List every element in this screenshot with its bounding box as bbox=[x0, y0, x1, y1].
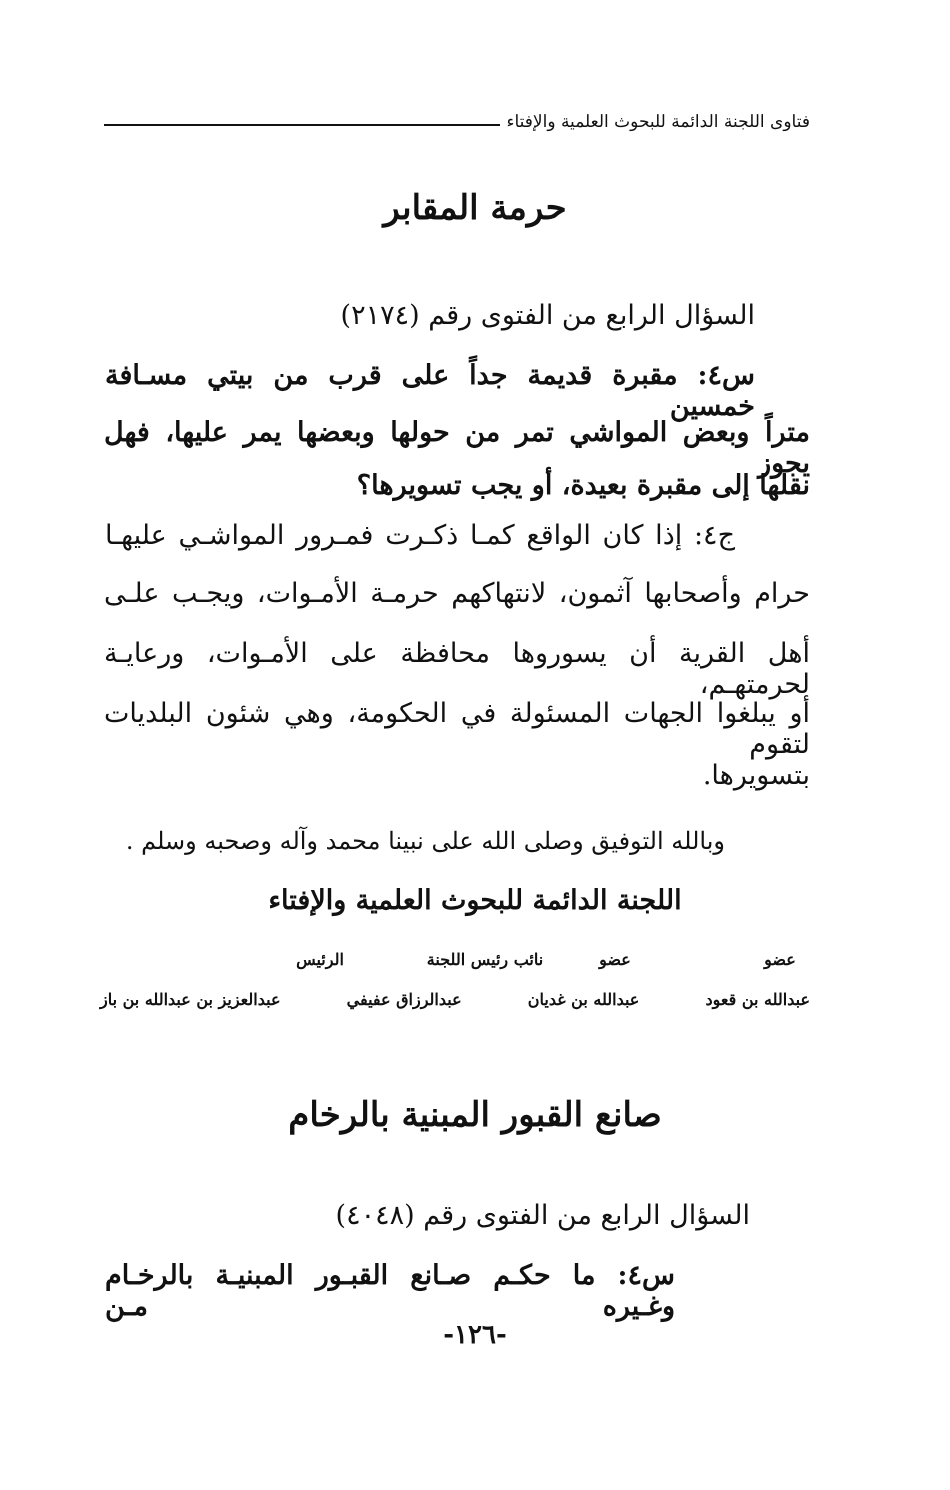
section-title: حرمة المقابر bbox=[383, 188, 567, 228]
question-line: متراً وبعض المواشي تمر من حولها وبعضها يمر عليها، فهل يجوز bbox=[104, 417, 810, 479]
page-number: -١٢٦- bbox=[443, 1320, 507, 1350]
signatory-role: عضو bbox=[764, 950, 796, 969]
running-header bbox=[104, 112, 810, 132]
header-title: فتاوى اللجنة الدائمة للبحوث العلمية والإفتاء bbox=[506, 112, 810, 132]
question-line: نقلها إلى مقبرة بعيدة، أو يجب تسويرها؟ bbox=[356, 470, 810, 501]
answer-line: أو يبلغوا الجهات المسئولة في الحكومة، وهي شئون البلديات لتقوم bbox=[104, 698, 810, 760]
signatory-name: عبدالله بن قعود bbox=[705, 990, 810, 1009]
signatory-name: عبدالله بن غديان bbox=[527, 990, 640, 1009]
signatory-name: عبدالرزاق عفيفي bbox=[346, 990, 462, 1009]
closing-prayer: وبالله التوفيق وصلى الله على نبينا محمد وآله وصحبه وسلم . bbox=[125, 827, 725, 855]
signatory-roles bbox=[100, 950, 810, 969]
question-line: س٤: مقبرة قديمة جداً على قرب من بيتي مسـافة خمسين bbox=[105, 360, 755, 422]
signatory-role: نائب رئيس اللجنة bbox=[426, 950, 544, 969]
answer-line: حرام وأصحابها آثمون، لانتهاكهم حرمـة الأمـوات، ويجـب علـى bbox=[104, 578, 810, 609]
signatory-role: عضو bbox=[599, 950, 631, 969]
header-rule bbox=[104, 124, 500, 126]
answer-line: ج٤: إذا كان الواقع كمـا ذكـرت فمـرور المواشـي عليهـا bbox=[105, 520, 735, 551]
section-title: صانع القبور المبنية بالرخام bbox=[288, 1095, 662, 1135]
answer-line: بتسويرها. bbox=[702, 760, 810, 791]
question-line: س٤: ما حكـم صـانع القبـور المبنيـة بالرخـام وغـيره مـن bbox=[105, 1260, 675, 1322]
signatory-names bbox=[100, 990, 810, 1009]
question-reference: السؤال الرابع من الفتوى رقم (٢١٧٤) bbox=[340, 300, 755, 331]
signatory-role: الرئيس bbox=[296, 950, 344, 969]
committee-name: اللجنة الدائمة للبحوث العلمية والإفتاء bbox=[268, 885, 682, 916]
question-reference: السؤال الرابع من الفتوى رقم (٤٠٤٨) bbox=[335, 1200, 750, 1231]
signatory-name: عبدالعزيز بن عبدالله بن باز bbox=[100, 990, 281, 1009]
answer-line: أهل القرية أن يسوروها محافظة على الأمـوات، ورعايـة لحرمتهـم، bbox=[104, 638, 810, 700]
